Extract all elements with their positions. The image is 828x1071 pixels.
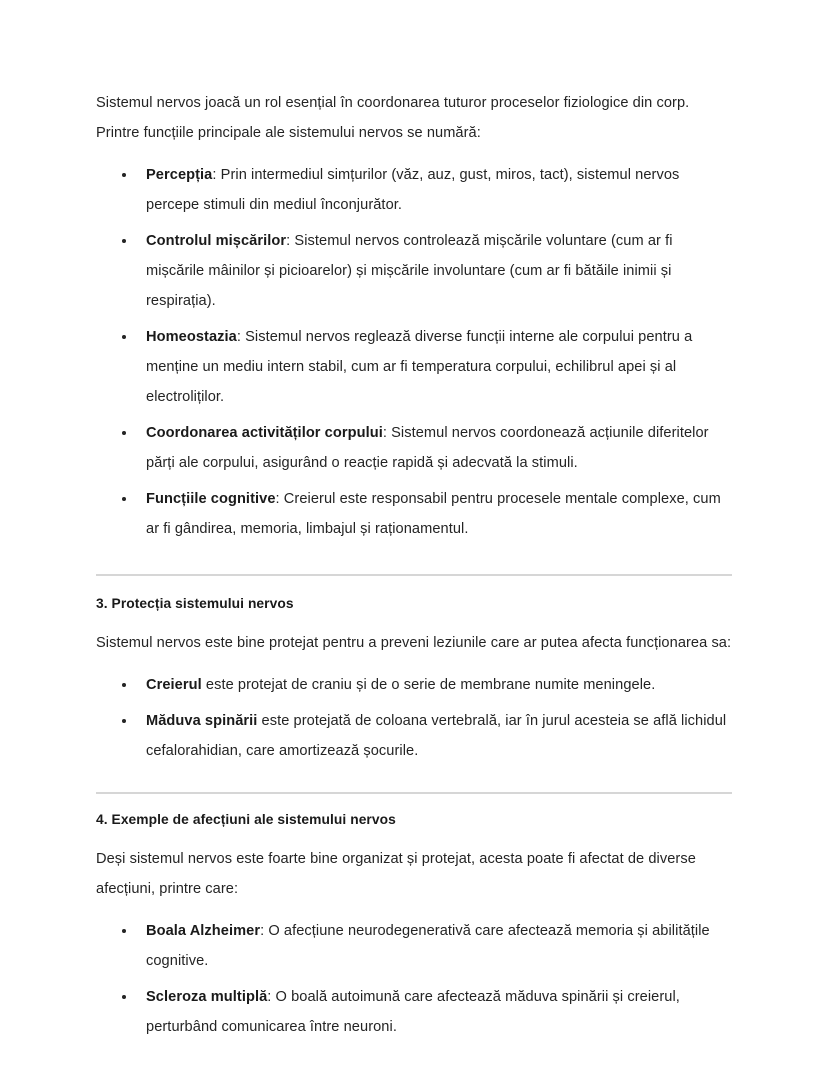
list-item [96,418,732,478]
list-item-text: O afecțiune neurodegenerativă care afectează memoria și abilitățile cognitive. [146,923,710,969]
list-item-separator: : [382,425,392,441]
spacer [96,544,732,574]
document-body [96,88,732,1042]
bullet-dot-icon [122,335,126,339]
section-heading-4: 4. Exemple de afecțiuni ale sistemului nervos [96,812,396,827]
list-item [96,670,732,700]
bullet-dot-icon [122,239,126,243]
list-item-lead: Funcțiile cognitive [146,491,276,507]
list-item-separator: : [275,491,284,507]
bullet-dot-icon [122,683,126,687]
list-item-lead: Boala Alzheimer [146,923,261,939]
list-item-lead: Creierul [146,677,202,693]
list-item-text: O boală autoimună care afectează măduva spinării și creierul, perturbând comunicarea între neuroni. [146,989,680,1035]
list-item [96,484,732,544]
list-item-lead: Coordonarea activităților corpului [146,425,383,441]
list-item-text: Prin intermediul simțurilor (văz, auz, gust, miros, tact), sistemul nervos percepe stimuli din mediul înconjurător. [146,167,680,213]
list-item [96,160,732,220]
list-item [96,982,732,1042]
list-item-text: Sistemul nervos coordonează acțiunile diferitelor părți ale corpului, asigurând o reacție rapidă și adecvată la stimuli. [146,425,709,471]
spacer [96,794,732,810]
intro-paragraph: Sistemul nervos joacă un rol esențial în coordonarea tuturor proceselor fiziologice din corp. Printre funcțiile principale ale sistemului nervos se numără: [96,95,690,141]
spacer [96,830,732,844]
intro-bullet-list [96,160,732,544]
list-item [96,226,732,316]
bullet-dot-icon [122,929,126,933]
list-item-lead: Homeostazia [146,329,237,345]
list-item-text: Sistemul nervos reglează diverse funcții interne ale corpului pentru a menține un mediu intern stabil, cum ar fi temperatura corpului, echilibrul apei și al electroliților. [146,329,693,405]
bullet-dot-icon [122,173,126,177]
bullet-dot-icon [122,497,126,501]
list-item [96,322,732,412]
list-item [96,916,732,976]
section-4-paragraph: Deși sistemul nervos este foarte bine organizat și protejat, acesta poate fi afectat de diverse afecțiuni, printre care: [96,851,696,897]
bullet-dot-icon [122,431,126,435]
list-item-lead: Percepția [146,167,213,183]
list-item-separator: : [236,329,246,345]
list-item-text: este protejat de craniu și de o serie de membrane numite meningele. [205,677,656,693]
list-item-separator: : [267,989,276,1005]
list-item-lead: Măduva spinării [146,713,258,729]
section-4-bullet-list [96,916,732,1042]
list-item-separator: : [286,233,295,249]
list-item-separator: : [260,923,269,939]
section-heading-3: 3. Protecția sistemului nervos [96,596,294,611]
spacer [96,614,732,628]
spacer [96,766,732,792]
section-3-paragraph: Sistemul nervos este bine protejat pentru a preveni leziunile care ar putea afecta funcționarea sa: [96,635,732,651]
list-item-separator: : [212,167,221,183]
list-item-text: Sistemul nervos controlează mișcările voluntare (cum ar fi mișcările mâinilor și picioarelor) și mișcările involuntare (cum ar fi bătăile inimii și respirația). [146,233,673,309]
list-item-lead: Controlul mișcărilor [146,233,287,249]
section-3-bullet-list [96,670,732,766]
spacer [96,576,732,594]
list-item-lead: Scleroza multiplă [146,989,268,1005]
list-item [96,706,732,766]
list-item-text: este protejată de coloana vertebrală, iar în jurul acesteia se află lichidul cefalorahidian, care amortizează șocurile. [146,713,727,759]
bullet-dot-icon [122,995,126,999]
list-item-text: Creierul este responsabil pentru procesele mentale complexe, cum ar fi gândirea, memoria, limbajul și raționamentul. [146,491,721,537]
bullet-dot-icon [122,719,126,723]
